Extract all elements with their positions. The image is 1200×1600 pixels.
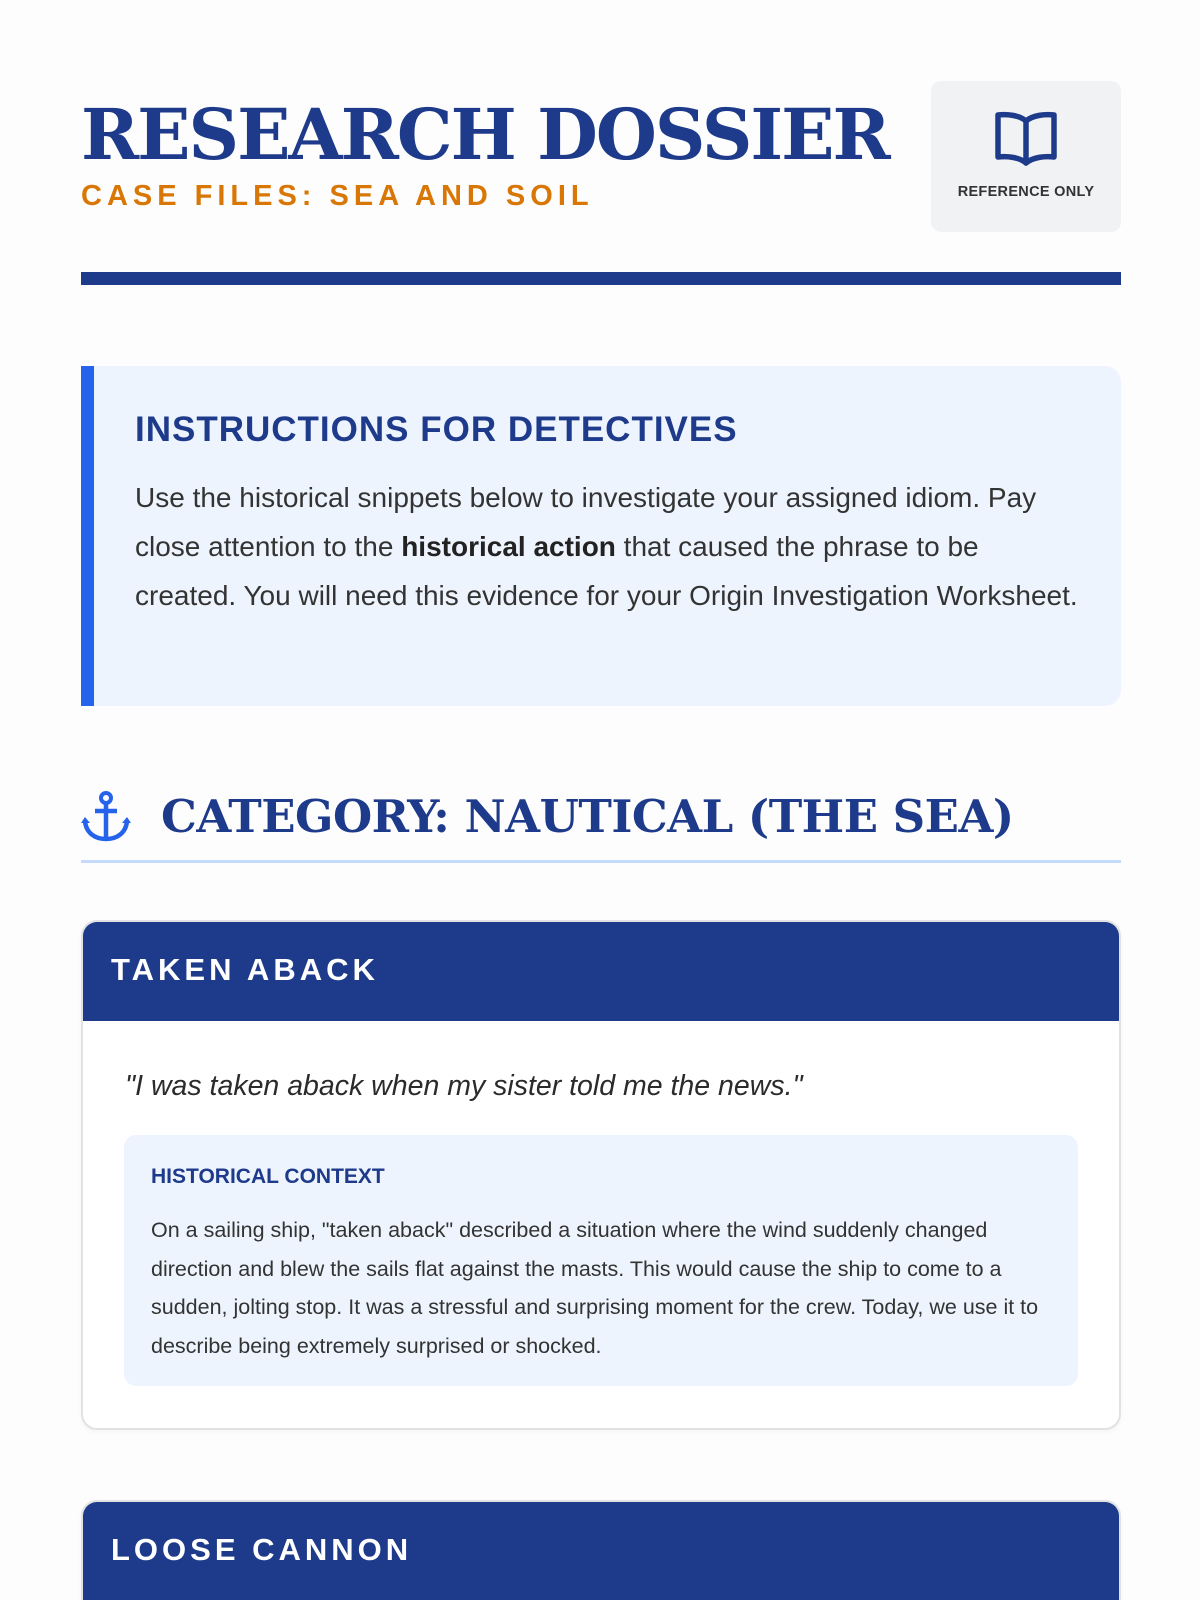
dossier-page — [81, 0, 1121, 1567]
historical-context-label: HISTORICAL CONTEXT — [151, 1165, 385, 1188]
historical-context-panel — [124, 1135, 1078, 1386]
idiom-card-header — [83, 922, 1119, 1021]
instructions-text-start: Use the historical snippets below to investigate your assigned idiom. Pay close attention to the — [135, 482, 1037, 562]
idiom-title: TAKEN ABACK — [111, 952, 379, 987]
instructions-panel — [81, 366, 1121, 706]
idiom-card — [81, 1500, 1121, 1600]
idiom-title: LOOSE CANNON — [111, 1532, 413, 1567]
page-subtitle: CASE FILES: SEA AND SOIL — [81, 180, 594, 212]
instructions-title: INSTRUCTIONS FOR DETECTIVES — [135, 410, 738, 449]
idiom-card-header — [83, 1502, 1119, 1600]
reference-label: REFERENCE ONLY — [957, 184, 1095, 200]
book-icon — [993, 109, 1059, 169]
anchor-icon — [81, 791, 131, 843]
page-title: RESEARCH DOSSIER — [81, 93, 889, 176]
category-heading — [81, 782, 1121, 863]
header — [81, 0, 1121, 286]
reference-badge — [931, 81, 1121, 232]
header-divider — [81, 272, 1121, 285]
instructions-text — [135, 473, 1085, 620]
category-title: CATEGORY: NAUTICAL (THE SEA) — [161, 790, 1014, 843]
instructions-text-end: that caused the phrase to be created. You will need this evidence for your Origin Investigation Worksheet. — [135, 531, 1078, 611]
instructions-emphasis: historical action — [401, 531, 616, 562]
idiom-example: "I was taken aback when my sister told me the news." — [125, 1070, 803, 1102]
historical-context-text: On a sailing ship, "taken aback" described a situation where the wind suddenly changed direction and blew the sails flat against the masts. This would cause the ship to come to a sudden, jolting stop. It was a stressful and surprising moment for the crew. Today, we use it to describe being extremely surprised or shocked. — [151, 1218, 1039, 1358]
idiom-card — [81, 920, 1121, 1430]
